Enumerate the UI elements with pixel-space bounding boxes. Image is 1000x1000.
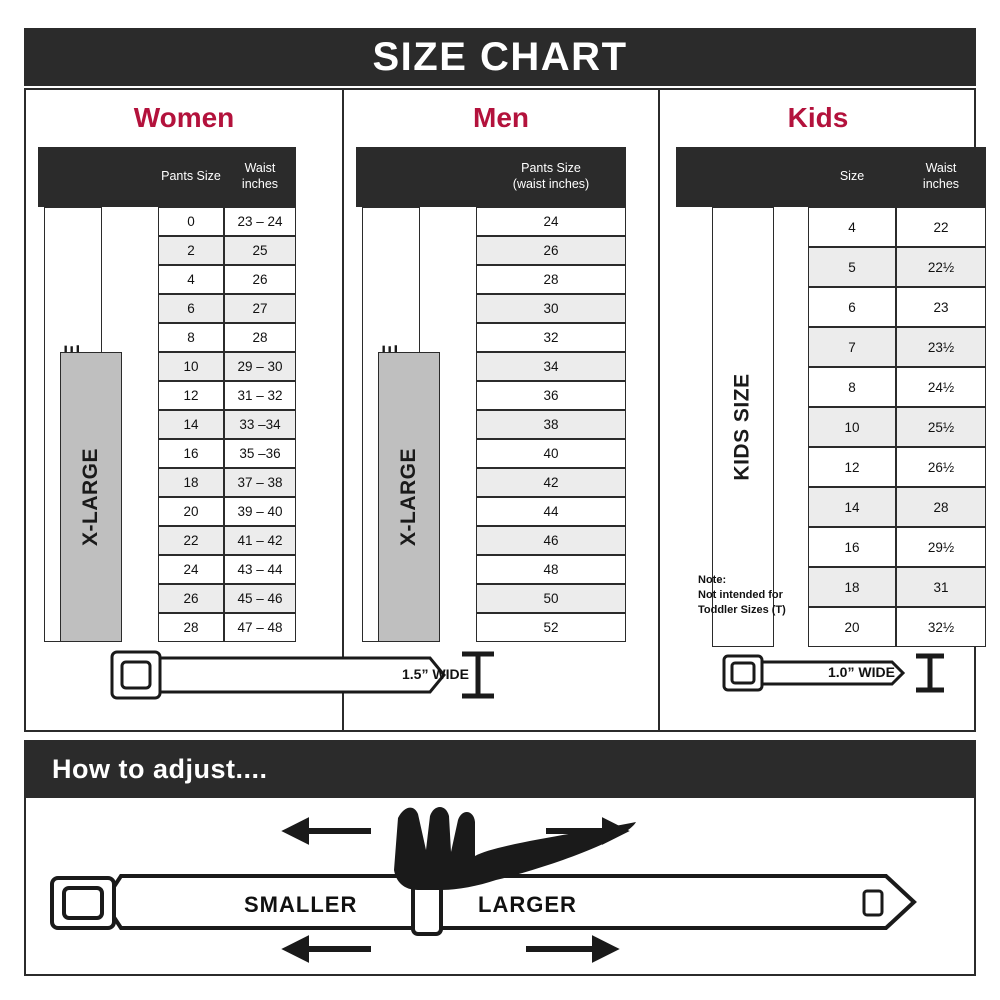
women-cell-waist: 33 –34 bbox=[224, 410, 296, 439]
men-cell-size: 52 bbox=[476, 613, 626, 642]
kids-size-band-label: KIDS SIZE bbox=[731, 373, 754, 481]
adjust-title-bar bbox=[24, 740, 976, 798]
kids-cell-size: 10 bbox=[808, 407, 896, 447]
women-cell-waist: 26 bbox=[224, 265, 296, 294]
belt-width-adult-label: 1.5” WIDE bbox=[402, 666, 469, 682]
women-xlarge-band bbox=[60, 352, 122, 642]
women-cell-waist: 27 bbox=[224, 294, 296, 323]
men-cell-size: 34 bbox=[476, 352, 626, 381]
kids-cell-waist: 22 bbox=[896, 207, 986, 247]
women-cell-waist: 25 bbox=[224, 236, 296, 265]
label-smaller: SMALLER bbox=[244, 892, 358, 917]
heading-kids: Kids bbox=[787, 102, 849, 133]
women-col-header-pants-size: Pants Size bbox=[161, 169, 221, 184]
page-title: SIZE CHART bbox=[372, 34, 628, 79]
men-cell-size: 42 bbox=[476, 468, 626, 497]
women-cell-waist: 45 – 46 bbox=[224, 584, 296, 613]
women-cell-size: 10 bbox=[158, 352, 224, 381]
women-cell-waist: 28 bbox=[224, 323, 296, 352]
belt-width-adult-graphic bbox=[100, 640, 540, 710]
women-cell-size: 8 bbox=[158, 323, 224, 352]
kids-cell-size: 12 bbox=[808, 447, 896, 487]
women-cell-waist: 35 –36 bbox=[224, 439, 296, 468]
heading-men: Men bbox=[473, 102, 529, 133]
kids-cell-waist: 23 bbox=[896, 287, 986, 327]
kids-cell-waist: 26½ bbox=[896, 447, 986, 487]
adjust-illustration-frame bbox=[24, 798, 976, 976]
belt-width-kids-graphic bbox=[716, 646, 966, 704]
women-cell-waist: 41 – 42 bbox=[224, 526, 296, 555]
men-cell-size: 30 bbox=[476, 294, 626, 323]
belt-adult-svg bbox=[100, 640, 540, 710]
men-cell-size: 24 bbox=[476, 207, 626, 236]
kids-cell-waist: 31 bbox=[896, 567, 986, 607]
women-cell-waist: 23 – 24 bbox=[224, 207, 296, 236]
women-cell-size: 18 bbox=[158, 468, 224, 497]
women-cell-size: 22 bbox=[158, 526, 224, 555]
women-cell-size: 14 bbox=[158, 410, 224, 439]
kids-cell-waist: 24½ bbox=[896, 367, 986, 407]
men-cell-size: 50 bbox=[476, 584, 626, 613]
women-cell-size: 24 bbox=[158, 555, 224, 584]
kids-cell-size: 6 bbox=[808, 287, 896, 327]
women-cell-size: 26 bbox=[158, 584, 224, 613]
women-cell-size: 2 bbox=[158, 236, 224, 265]
women-cell-size: 16 bbox=[158, 439, 224, 468]
women-cell-size: 4 bbox=[158, 265, 224, 294]
kids-cell-waist: 32½ bbox=[896, 607, 986, 647]
kids-note: Note: Not intended for Toddler Sizes (T) bbox=[698, 574, 786, 616]
kids-cell-waist: 28 bbox=[896, 487, 986, 527]
kids-cell-waist: 29½ bbox=[896, 527, 986, 567]
women-cell-waist: 29 – 30 bbox=[224, 352, 296, 381]
kids-cell-size: 14 bbox=[808, 487, 896, 527]
women-cell-size: 12 bbox=[158, 381, 224, 410]
men-cell-size: 26 bbox=[476, 236, 626, 265]
women-cell-waist: 47 – 48 bbox=[224, 613, 296, 642]
men-cell-size: 38 bbox=[476, 410, 626, 439]
women-cell-waist: 37 – 38 bbox=[224, 468, 296, 497]
belt-width-kids-label: 1.0” WIDE bbox=[828, 664, 895, 680]
divider-men-kids bbox=[658, 90, 660, 730]
kids-cell-size: 8 bbox=[808, 367, 896, 407]
adjust-belt-svg bbox=[26, 798, 974, 972]
women-cell-size: 20 bbox=[158, 497, 224, 526]
kids-col-header-size: Size bbox=[839, 169, 865, 184]
charts-frame bbox=[24, 88, 976, 732]
heading-women: Women bbox=[133, 102, 235, 133]
kids-cell-waist: 22½ bbox=[896, 247, 986, 287]
adjust-title: How to adjust.... bbox=[52, 753, 268, 784]
kids-cell-size: 5 bbox=[808, 247, 896, 287]
men-xlarge-band bbox=[378, 352, 440, 642]
men-cell-size: 36 bbox=[476, 381, 626, 410]
kids-cell-size: 7 bbox=[808, 327, 896, 367]
label-larger: LARGER bbox=[478, 892, 577, 917]
men-cell-size: 48 bbox=[476, 555, 626, 584]
women-cell-size: 28 bbox=[158, 613, 224, 642]
women-cell-waist: 43 – 44 bbox=[224, 555, 296, 584]
men-cell-size: 40 bbox=[476, 439, 626, 468]
kids-col-header-waist: Waist inches bbox=[922, 161, 960, 191]
women-cell-waist: 39 – 40 bbox=[224, 497, 296, 526]
men-cell-size: 44 bbox=[476, 497, 626, 526]
kids-cell-waist: 23½ bbox=[896, 327, 986, 367]
kids-cell-waist: 25½ bbox=[896, 407, 986, 447]
women-cell-size: 0 bbox=[158, 207, 224, 236]
women-xlarge-band-label: X-LARGE bbox=[79, 448, 102, 546]
women-cell-waist: 31 – 32 bbox=[224, 381, 296, 410]
page-title-bar bbox=[24, 28, 976, 86]
men-xlarge-band-label: X-LARGE bbox=[397, 448, 420, 546]
divider-women-men bbox=[342, 90, 344, 730]
men-col-header-pants-size: Pants Size (waist inches) bbox=[512, 161, 590, 191]
women-col-header-waist: Waist inches bbox=[241, 161, 279, 191]
kids-cell-size: 18 bbox=[808, 567, 896, 607]
men-cell-size: 46 bbox=[476, 526, 626, 555]
women-cell-size: 6 bbox=[158, 294, 224, 323]
kids-cell-size: 4 bbox=[808, 207, 896, 247]
kids-cell-size: 16 bbox=[808, 527, 896, 567]
kids-cell-size: 20 bbox=[808, 607, 896, 647]
men-cell-size: 28 bbox=[476, 265, 626, 294]
men-cell-size: 32 bbox=[476, 323, 626, 352]
